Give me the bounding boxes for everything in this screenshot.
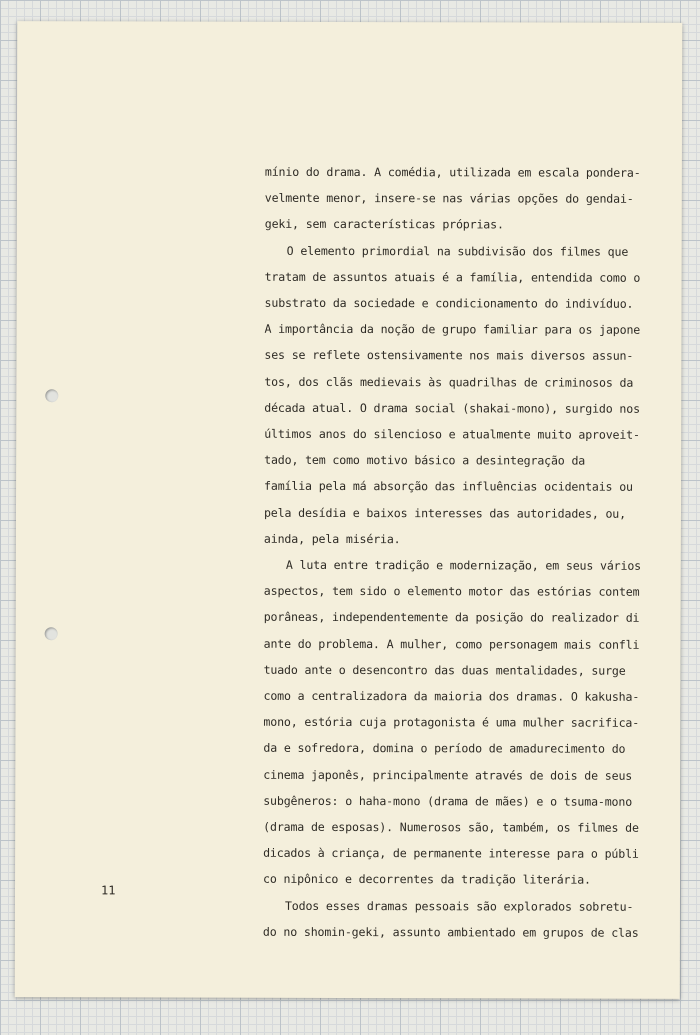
text-line: família pela má absorção das influências ocidentais ou	[264, 479, 633, 495]
text-line: como a centralizadora da maioria dos dramas. O kakusha-	[263, 688, 640, 704]
text-line: Todos esses dramas pessoais são explorados sobretu-	[284, 898, 634, 914]
text-line: porâneas, independentemente da posição do realizador di	[263, 610, 640, 626]
text-line: ses se reflete ostensivamente nos mais diversos assun-	[264, 348, 634, 364]
text-line: A luta entre tradição e modernização, em seus vários	[285, 557, 642, 573]
binder-hole	[45, 389, 58, 402]
text-line: tuado ante o desencontro das duas mentalidades, surge	[263, 662, 626, 678]
text-line: tos, dos clãs medievais às quadrilhas de criminosos da	[264, 374, 634, 390]
text-line: tratam de assuntos atuais é a família, entendida como o	[264, 269, 641, 285]
text-line: da e sofredora, domina o período de amadurecimento do	[263, 741, 626, 757]
text-line: ante do problema. A mulher, como personagem mais confli	[263, 636, 640, 652]
text-line: O elemento primordial na subdivisão dos filmes que	[286, 243, 629, 259]
text-line: substrato da sociedade e condicionamento do indivíduo.	[264, 295, 634, 311]
text-line: década atual. O drama social (shakai-mono), surgido nos	[264, 400, 640, 416]
text-line: subgêneros: o haha-mono (drama de mães) e o tsuma-mono	[263, 793, 633, 809]
text-line: (drama de esposas). Numerosos são, também, os filmes de	[263, 819, 639, 835]
text-line: do no shomin-geki, assunto ambientado em grupos de clas	[262, 924, 639, 940]
text-line: A importância da noção de grupo familiar para os japone	[264, 321, 641, 337]
text-line: pela desídia e baixos interesses das autoridades, ou,	[263, 505, 627, 521]
page-number: 11	[100, 883, 116, 898]
page-body	[263, 159, 685, 946]
text-line: mono, estória cuja protagonista é uma mulher sacrifica-	[263, 715, 640, 731]
text-line: ainda, pela miséria.	[263, 531, 401, 546]
text-line: dicados à criança, de permanente interesse para o públi	[263, 846, 639, 862]
typewritten-page	[15, 21, 683, 999]
text-line: cinema japonês, principalmente através de dois de seus	[263, 767, 633, 783]
text-line: mínio do drama. A comédia, utilizada em escala pondera-	[264, 164, 641, 180]
text-line: velmente menor, insere-se nas várias opções do gendai-	[264, 190, 634, 206]
text-line: tado, tem como motivo básico a desintegração da	[264, 453, 586, 468]
binder-hole	[45, 627, 58, 640]
text-line: aspectos, tem sido o elemento motor das estórias contem	[263, 584, 640, 600]
text-line: últimos anos do silencioso e atualmente muito aproveit-	[264, 426, 640, 442]
text-line: co nipônico e decorrentes da tradição literária.	[263, 872, 591, 888]
text-line: geki, sem características próprias.	[264, 217, 504, 232]
